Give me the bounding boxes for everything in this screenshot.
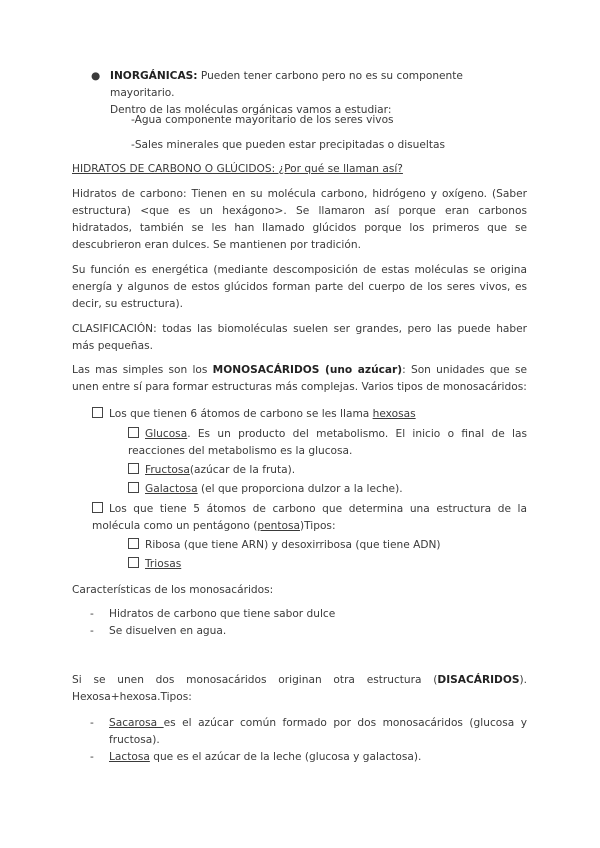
sacarosa-text: es el azúcar común formado por dos monosacáridos (glucosa y fructosa). (109, 717, 527, 746)
checkbox[interactable] (128, 557, 139, 568)
dash-marker: - (90, 625, 94, 637)
hexosas-term: hexosas (372, 408, 416, 420)
hidratos-heading: HIDRATOS DE CARBONO O GLÚCIDOS: ¿Por qué se llaman así? (72, 163, 403, 175)
disacaridos-term: DISACÁRIDOS (437, 674, 520, 686)
inorganicas-label: INORGÁNICAS: (110, 70, 198, 82)
checklist-item-fructosa (128, 462, 295, 479)
triosas-term: Triosas (145, 558, 182, 570)
checkbox[interactable] (128, 482, 139, 493)
ribosa-text: Ribosa (que tiene ARN) y desoxirribosa (que tiene ADN) (145, 539, 441, 551)
list-item-text: Se disuelven en agua. (109, 625, 227, 637)
checklist-item-galactosa (128, 481, 403, 498)
galactosa-term: Galactosa (145, 483, 198, 495)
fructosa-text: (azúcar de la fruta). (189, 464, 296, 476)
agua-item: -Agua componente mayoritario de los seres vivos (131, 114, 394, 126)
monosacaridos-text-c: : Son unidades que se unen entre sí para formar estructuras más complejas. Varios tipos de monosacáridos: (72, 364, 527, 393)
fructosa-term: Fructosa (145, 464, 190, 476)
checklist-item-hexosas (92, 406, 527, 423)
hidratos-paragraph-2: Su función es energética (mediante descomposición de estas moléculas se origina energía y algunos de estos glúcidos forman parte del cuerpo de los seres vivos, es decir, su estructura). (72, 264, 527, 310)
disacaridos-text-c: ). Hexosa+hexosa.Tipos: (72, 674, 527, 703)
list-item (90, 606, 527, 623)
glucosa-term: Glucosa (145, 428, 188, 440)
checklist-item-glucosa (128, 426, 527, 460)
sales-item: -Sales minerales que pueden estar precipitadas o disueltas (131, 139, 446, 151)
disacaridos-paragraph (72, 672, 527, 706)
checklist-item-pentosa (92, 501, 527, 535)
dash-marker: - (90, 751, 94, 763)
monosacaridos-text-a: Las mas simples son los (72, 364, 213, 376)
galactosa-text: (el que proporciona dulzor a la leche). (197, 483, 403, 495)
sacarosa-term: Sacarosa (109, 717, 164, 729)
lactosa-text: que es el azúcar de la leche (glucosa y galactosa). (149, 751, 422, 763)
checkbox[interactable] (128, 538, 139, 549)
checklist-item-triosas (128, 556, 181, 573)
checkbox[interactable] (128, 463, 139, 474)
pentosa-term: pentosa (257, 520, 300, 532)
checkbox[interactable] (92, 407, 103, 418)
list-item-text: Hidratos de carbono que tiene sabor dulce (109, 608, 336, 620)
checkbox[interactable] (92, 502, 103, 513)
pentosa-text: Los que tiene 5 átomos de carbono que determina una estructura de la molécula como un pentágono ( (92, 503, 527, 532)
checklist-item-ribosa (128, 537, 441, 554)
list-item-lactosa (90, 749, 527, 766)
dash-marker: - (90, 608, 94, 620)
pentosa-end: )Tipos: (300, 520, 336, 532)
hexosas-text: Los que tienen 6 átomos de carbono se les llama (109, 408, 373, 420)
checkbox[interactable] (128, 427, 139, 438)
bullet-dot: ● (91, 70, 101, 82)
list-item (90, 623, 527, 640)
list-item-sacarosa (90, 715, 527, 749)
monosacaridos-paragraph (72, 362, 527, 396)
inorganicas-line2: Dentro de las moléculas orgánicas vamos a estudiar: (110, 104, 392, 116)
glucosa-text: . Es un producto del metabolismo. El inicio o final de las reacciones del metabolismo es la glucosa. (128, 428, 527, 457)
caracteristicas-heading: Características de los monosacáridos: (72, 584, 274, 596)
dash-marker: - (90, 717, 94, 729)
clasificacion-paragraph: CLASIFICACIÓN: todas las biomoléculas suelen ser grandes, pero las puede haber más pequeñas. (72, 323, 527, 352)
disacaridos-text-a: Si se unen dos monosacáridos originan otra estructura ( (72, 674, 438, 686)
inorganicas-text: Pueden tener carbono pero no es su componente mayoritario. (110, 70, 463, 99)
hidratos-paragraph-1: Hidratos de carbono: Tienen en su molécula carbono, hidrógeno y oxígeno. (Saber estructura) <que es un hexágono>. Se llamaron así porque eran carbonos hidratados, también se les han llamado glúcidos porque los primeros que se descubrieron eran dulces. Se mantienen por tradición. (72, 188, 527, 251)
lactosa-term: Lactosa (109, 751, 150, 763)
monosacaridos-term: MONOSACÁRIDOS (uno azúcar) (212, 364, 403, 376)
